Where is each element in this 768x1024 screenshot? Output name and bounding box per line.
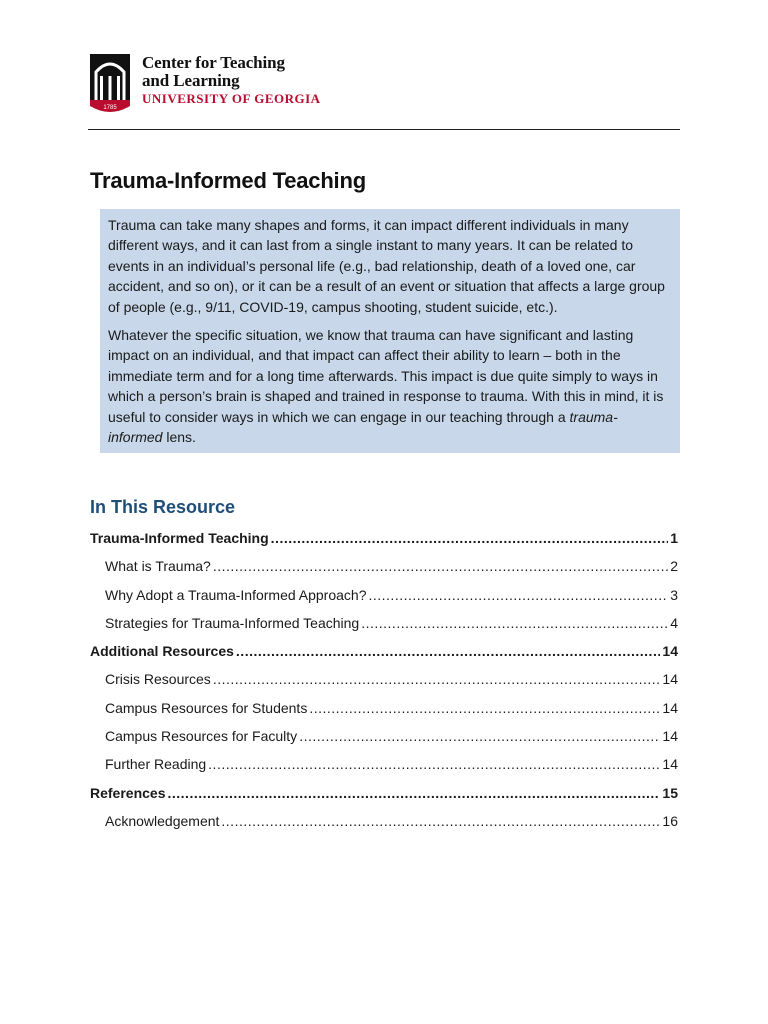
toc-heading: In This Resource [90, 497, 236, 517]
university-name: UNIVERSITY OF GEORGIA [142, 91, 321, 106]
header-divider [88, 129, 680, 130]
toc-item-additional-resources[interactable]: Additional Resources ..... 14 [90, 643, 678, 671]
header [90, 54, 321, 116]
intro-p2-emphasis: trauma-informed [108, 408, 618, 446]
toc-item-trauma-informed-teaching[interactable]: Trauma-Informed Teaching ..... 1 [90, 530, 678, 558]
intro-callout [100, 209, 680, 453]
toc-item-campus-students[interactable]: Campus Resources for Students ..... 14 [90, 700, 678, 728]
uga-arch-logo-icon [90, 54, 130, 116]
toc-item-acknowledgement[interactable]: Acknowledgement ..... 16 [90, 813, 678, 841]
toc-item-crisis-resources[interactable]: Crisis Resources ..... 14 [90, 671, 678, 699]
toc-item-strategies[interactable]: Strategies for Trauma-Informed Teaching ..... 4 [90, 615, 678, 643]
intro-p2-start: Whatever the specific situation, we know that trauma can have significant and lasting impact on an individual, and that impact can affect their ability to learn – both in the immediate term and for a long time afterwards. This impact is due quite simply to ways in which a person’s brain is shaped and trained in response to trauma. With this in mind, it is useful to consider ways in which we can engage in our teaching through a [108, 327, 664, 425]
toc-item-what-is-trauma[interactable]: What is Trauma? ..... 2 [90, 558, 678, 586]
toc-item-campus-faculty[interactable]: Campus Resources for Faculty ..... 14 [90, 728, 678, 756]
org-line1: Center for Teaching [142, 53, 285, 72]
toc-item-why-adopt[interactable]: Why Adopt a Trauma-Informed Approach? ..... 3 [90, 587, 678, 615]
page-title: Trauma-Informed Teaching [90, 168, 366, 193]
intro-paragraph-2 [108, 325, 670, 447]
table-of-contents [90, 530, 678, 841]
intro-paragraph-1: Trauma can take many shapes and forms, it can impact different individuals in many different ways, and it can last from a single instant to many years. It can be related to events in an individual’s personal life (e.g., bad relationship, death of a loved one, car accident, and so on), or it can be a result of an event or situation that affects a large group of people (e.g., 9/11, COVID-19, campus shooting, student suicide, etc.). [108, 217, 665, 315]
org-line2: and Learning [142, 71, 240, 90]
intro-p2-end: lens. [162, 429, 196, 446]
logo-year: 1785 [103, 105, 117, 111]
org-name [142, 54, 321, 108]
toc-item-references[interactable]: References ..... 15 [90, 785, 678, 813]
toc-item-further-reading[interactable]: Further Reading ..... 14 [90, 756, 678, 784]
